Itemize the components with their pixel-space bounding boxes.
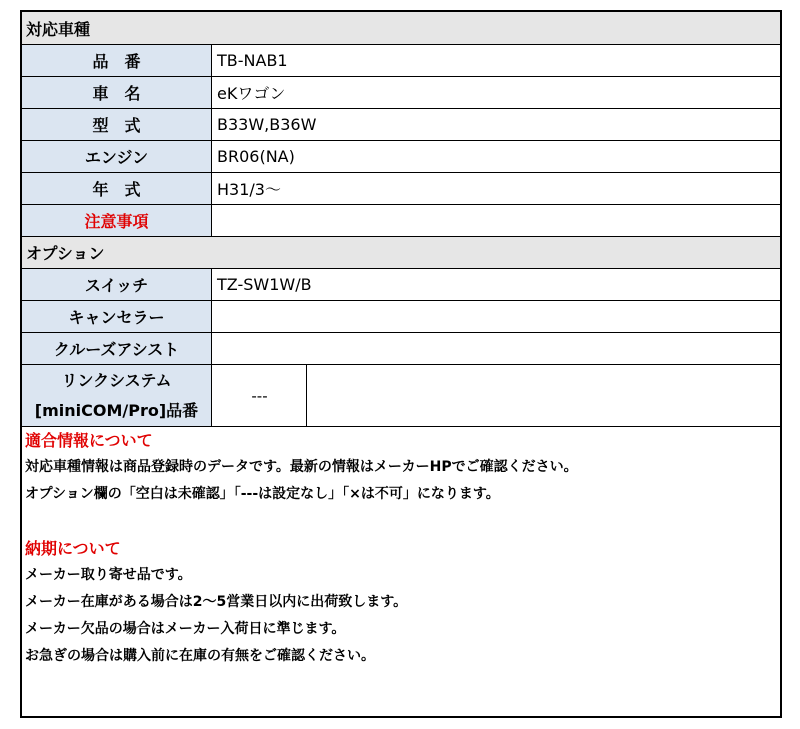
spec-row-car-name xyxy=(22,77,780,109)
spec-row-notes xyxy=(22,205,780,237)
switch-label: スイッチ xyxy=(22,269,212,300)
delivery-line1: メーカー取り寄せ品です。 xyxy=(25,567,192,583)
link-system-value: --- xyxy=(213,365,307,426)
spec-row-part-number xyxy=(22,45,780,77)
spacer xyxy=(25,508,780,535)
car-name-value: eKワゴン xyxy=(217,84,286,103)
cruise-assist-label: クルーズアシスト xyxy=(22,333,212,364)
year-label: 年 式 xyxy=(22,173,212,204)
info-notes xyxy=(22,427,780,670)
canceller-label: キャンセラー xyxy=(22,301,212,332)
spec-row-model xyxy=(22,109,780,141)
notes-value xyxy=(213,205,780,236)
notes-label: 注意事項 xyxy=(22,205,212,236)
switch-value: TZ-SW1W/B xyxy=(217,275,312,294)
options-section-header xyxy=(22,237,780,269)
option-row-link-system xyxy=(22,365,780,427)
delivery-heading: 納期について xyxy=(25,539,121,558)
engine-label: エンジン xyxy=(22,141,212,172)
delivery-line2: メーカー在庫がある場合は2～5営業日以内に出荷致します。 xyxy=(25,594,408,610)
model-value: B33W,B36W xyxy=(217,115,317,134)
delivery-line3: メーカー欠品の場合はメーカー入荷日に準じます。 xyxy=(25,621,346,637)
year-value: H31/3～ xyxy=(217,180,281,199)
option-row-cruise-assist xyxy=(22,333,780,365)
part-number-label: 品 番 xyxy=(22,45,212,76)
fit-info-line2: オプション欄の「空白は未確認」「---は設定なし」「×は不可」になります。 xyxy=(25,486,500,502)
spec-row-year xyxy=(22,173,780,205)
delivery-line4: お急ぎの場合は購入前に在庫の有無をご確認ください。 xyxy=(25,648,375,664)
option-row-switch xyxy=(22,269,780,301)
fit-info-heading: 適合情報について xyxy=(25,431,153,450)
fit-info-line1: 対応車種情報は商品登録時のデータです。最新の情報はメーカーHPでご確認ください。 xyxy=(25,459,578,475)
canceller-value xyxy=(213,301,780,332)
compat-section-header xyxy=(22,12,780,45)
spec-row-engine xyxy=(22,141,780,173)
part-number-value: TB-NAB1 xyxy=(217,51,288,70)
compatibility-sheet xyxy=(20,10,782,718)
link-system-label-line1: リンクシステム xyxy=(61,370,172,390)
link-system-label-line2: [miniCOM/Pro]品番 xyxy=(34,400,199,420)
model-label: 型 式 xyxy=(22,109,212,140)
options-section-title: オプション xyxy=(26,244,105,263)
cruise-assist-value xyxy=(213,333,780,364)
option-row-canceller xyxy=(22,301,780,333)
link-system-label xyxy=(22,365,212,426)
compat-section-title: 対応車種 xyxy=(26,19,91,39)
engine-value: BR06(NA) xyxy=(217,147,295,166)
car-name-label: 車 名 xyxy=(22,77,212,108)
